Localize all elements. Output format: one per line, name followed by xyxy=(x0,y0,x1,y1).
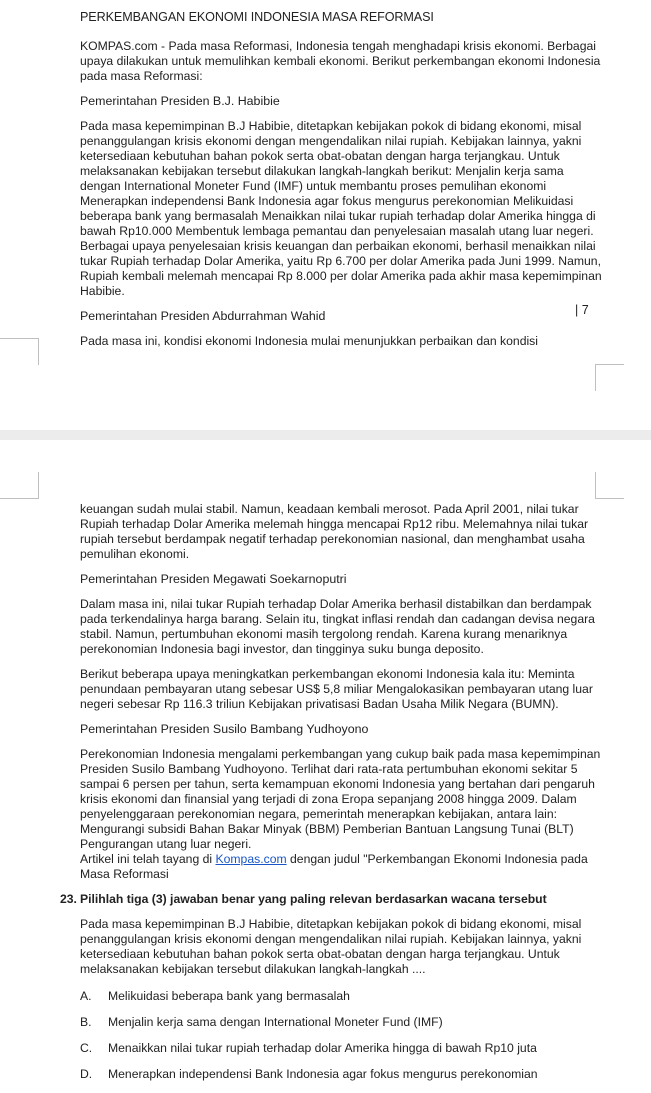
question-body: Pada masa kepemimpinan B.J Habibie, ditetapkan kebijakan pokok di bidang ekonomi, misal penanggulangan krisis ekonomi dengan mengendalikan nilai rupiah. Kebijakan lainnya, yakni ketersediaan kebutuhan bahan pokok serta obat-obatan dengan harga terjangkau. Untuk melaksanakan kebijakan tersebut dilakukan langkah-langkah .... xyxy=(80,917,582,976)
question-number: 23. xyxy=(60,892,77,906)
option-c-text: Menaikkan nilai tukar rupiah terhadap dolar Amerika hingga di bawah Rp10 juta xyxy=(108,1041,537,1055)
source-note xyxy=(80,852,603,882)
option-c-letter: C. xyxy=(80,1041,93,1055)
question-instruction: Pilihlah tiga (3) jawaban benar yang paling relevan berdasarkan wacana tersebut xyxy=(80,892,547,906)
source-suffix: dengan judul "Perkembangan Ekonomi Indonesia pada Masa Reformasi xyxy=(80,852,588,881)
habibie-heading: Pemerintahan Presiden B.J. Habibie xyxy=(80,94,280,108)
option-b-letter: B. xyxy=(80,1015,92,1029)
sby-paragraph: Perekonomian Indonesia mengalami perkembangan yang cukup baik pada masa kepemimpinan Presiden Susilo Bambang Yudhoyono. Terlihat dari rata-rata pertumbuhan ekonomi sekitar 5 sampai 6 persen per tahun, serta kemampuan ekonomi Indonesia yang bertahan dari pengaruh krisis ekonomi dan finansial yang terjadi di zona Eropa sepanjang 2008 hingga 2009. Dalam penyelenggaraan perekonomian negara, pemerintah menerapkan kebijakan, antara lain: Mengurangi subsidi Bahan Bakar Minyak (BBM) Pemberian Bantuan Langsung Tunai (BLT) Pengurangan utang luar negeri. xyxy=(80,747,601,851)
megawati-paragraph-2: Berikut beberapa upaya meningkatkan perkembangan ekonomi Indonesia kala itu: Meminta penundaan pembayaran utang sebesar US$ 5,8 miliar Mengalokasikan pembayaran utang luar negeri sebesar Rp 116.3 triliun Kebijakan privatisasi Badan Usaha Milik Negara (BUMN). xyxy=(80,667,593,711)
wahid-heading: Pemerintahan Presiden Abdurrahman Wahid xyxy=(80,309,326,323)
megawati-paragraph-1: Dalam masa ini, nilai tukar Rupiah terhadap Dolar Amerika berhasil distabilkan dan berdampak pada terkendalinya harga barang. Selain itu, tingkat inflasi rendah dan cadangan devisa negara stabil. Namun, pertumbuhan ekonomi masih tergolong rendah. Karena kurang menariknya perekonomian Indonesia bagi investor, dan tingginya suku bunga deposito. xyxy=(80,597,595,656)
megawati-heading: Pemerintahan Presiden Megawati Soekarnoputri xyxy=(80,572,347,586)
page-separator xyxy=(0,430,651,440)
sby-heading: Pemerintahan Presiden Susilo Bambang Yudhoyono xyxy=(80,722,369,736)
page-number: | 7 xyxy=(575,303,589,317)
option-c[interactable] xyxy=(80,1041,603,1056)
option-d-text: Menerapkan independensi Bank Indonesia agar fokus mengurus perekonomian xyxy=(108,1067,538,1081)
crop-mark-bottom-right xyxy=(595,364,624,391)
question-23 xyxy=(60,892,603,907)
article-title: PERKEMBANGAN EKONOMI INDONESIA MASA REFORMASI xyxy=(80,10,434,24)
source-prefix: Artikel ini telah tayang di xyxy=(80,852,216,866)
wahid-paragraph-start: Pada masa ini, kondisi ekonomi Indonesia mulai menunjukkan perbaikan dan kondisi xyxy=(80,334,538,348)
crop-mark-top-right xyxy=(595,472,624,499)
option-b-text: Menjalin kerja sama dengan International Moneter Fund (IMF) xyxy=(108,1015,443,1029)
option-b[interactable] xyxy=(80,1015,603,1030)
document-page-2 xyxy=(0,440,651,1088)
option-a-text: Melikuidasi beberapa bank yang bermasalah xyxy=(108,989,350,1003)
document-page-1 xyxy=(0,0,651,430)
wahid-paragraph-end: keuangan sudah mulai stabil. Namun, keadaan kembali merosot. Pada April 2001, nilai tukar Rupiah terhadap Dolar Amerika melemah hingga mencapai Rp12 ribu. Melemahnya nilai tukar rupiah tersebut berdampak negatif terhadap perekonomian nasional, dan menghambat usaha pemulihan ekonomi. xyxy=(80,502,589,561)
option-a[interactable] xyxy=(80,989,603,1004)
page-2-content xyxy=(60,502,603,1093)
crop-mark-bottom-left xyxy=(0,338,39,365)
crop-mark-top-left xyxy=(0,472,39,499)
page-1-content xyxy=(80,10,603,359)
article-intro: KOMPAS.com - Pada masa Reformasi, Indonesia tengah menghadapi krisis ekonomi. Berbagai upaya dilakukan untuk memulihkan kembali ekonomi. Berikut perkembangan ekonomi Indonesia pada masa Reformasi: xyxy=(80,39,601,83)
option-d[interactable] xyxy=(80,1067,603,1082)
habibie-paragraph: Pada masa kepemimpinan B.J Habibie, ditetapkan kebijakan pokok di bidang ekonomi, misal penanggulangan krisis ekonomi dengan mengendalikan nilai rupiah. Kebijakan lainnya, yakni ketersediaan kebutuhan bahan pokok serta obat-obatan dengan harga terjangkau. Untuk melaksanakan kebijakan tersebut dilakukan langkah-langkah berikut: Menjalin kerja sama dengan International Moneter Fund (IMF) untuk membantu proses pemulihan ekonomi Menerapkan independensi Bank Indonesia agar fokus mengurus perekonomian Melikuidasi beberapa bank yang bermasalah Menaikkan nilai tukar rupiah terhadap dolar Amerika hingga di bawah Rp10.000 Membentuk lembaga pemantau dan penyelesaian masalah utang luar negeri. Berbagai upaya penyelesaian krisis keuangan dan perbaikan ekonomi, berhasil menaikkan nilai tukar Rupiah terhadap Dolar Amerika, yaitu Rp 6.700 per dolar Amerika pada Juni 1999. Namun, Rupiah kembali melemah mencapai Rp 8.000 per dolar Amerika pada akhir masa kepemimpinan Habibie. xyxy=(80,119,602,298)
kompas-link[interactable]: Kompas.com xyxy=(215,852,287,866)
option-d-letter: D. xyxy=(80,1067,93,1081)
option-a-letter: A. xyxy=(80,989,92,1003)
